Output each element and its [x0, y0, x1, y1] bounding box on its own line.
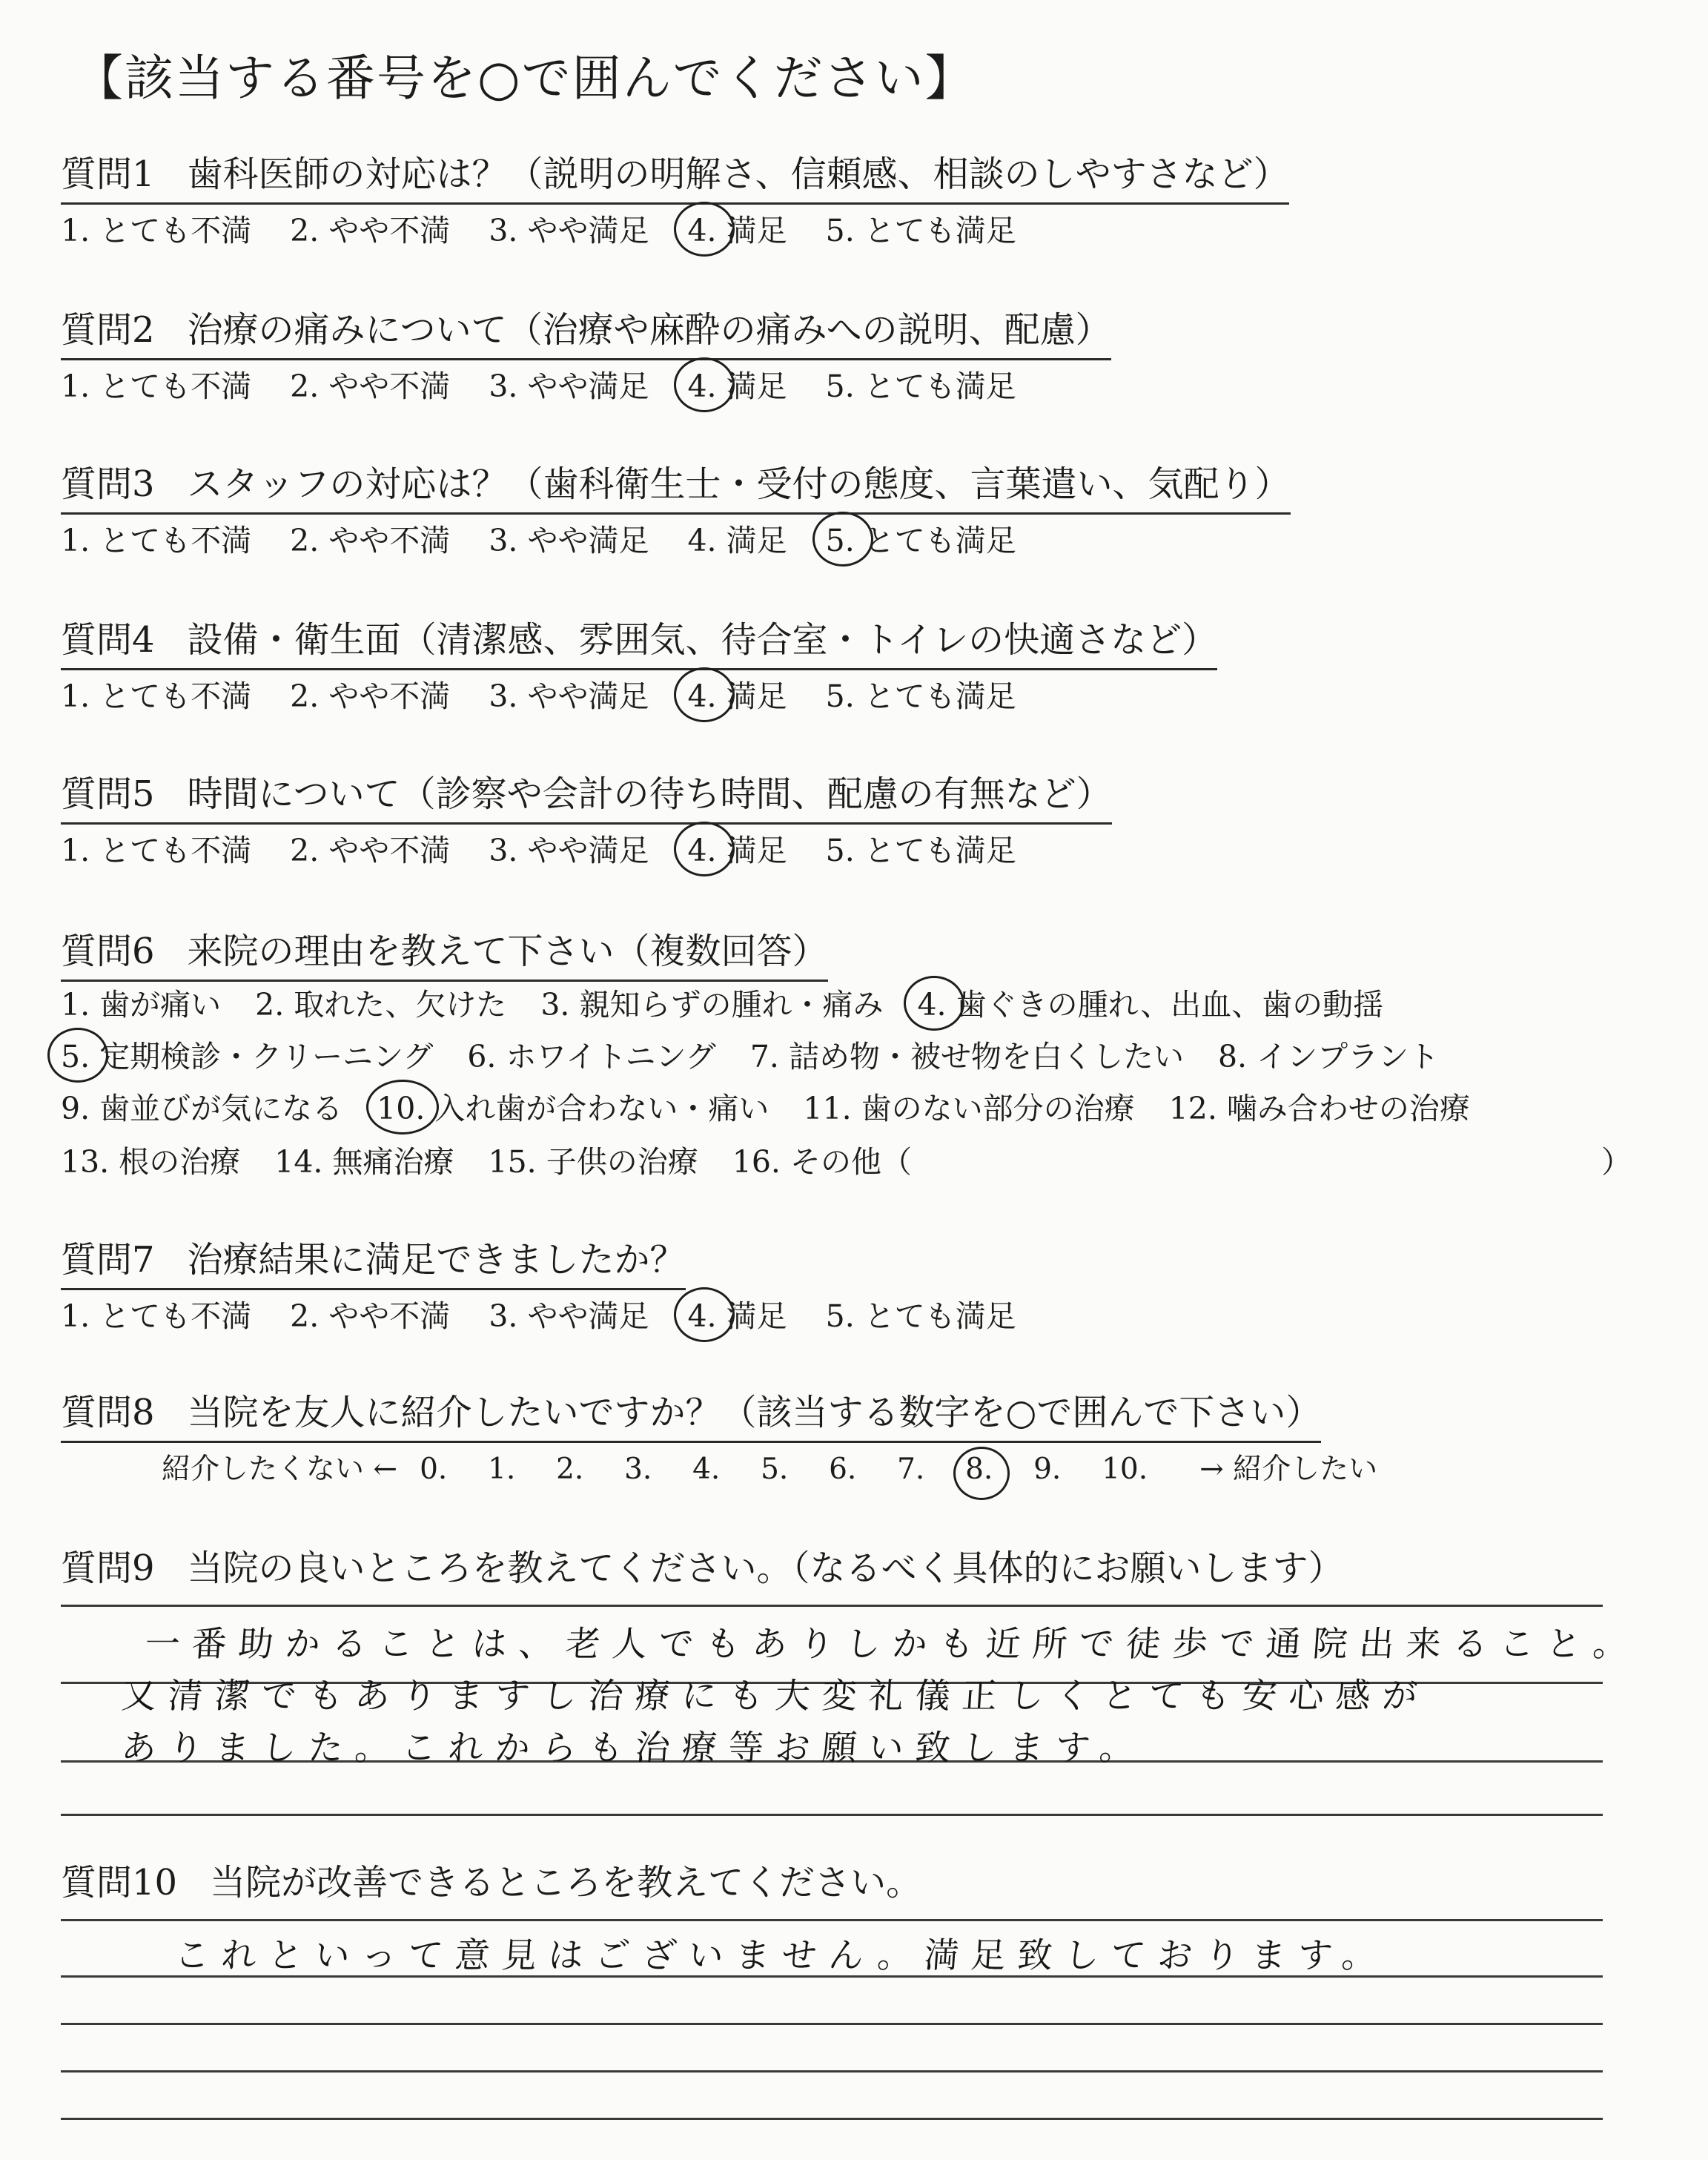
question-1 — [61, 145, 1289, 205]
question-number: 質問4 — [61, 619, 155, 661]
scale-value-4[interactable]: 4. — [692, 1453, 721, 1486]
question-7 — [61, 1231, 686, 1290]
reason-2[interactable]: 2. 取れた、欠けた — [255, 987, 507, 1023]
question-6 — [61, 922, 828, 982]
scale-left-label: 紹介したくない ← — [162, 1453, 398, 1486]
page-title: 【該当する番号を○で囲んでください】 — [74, 50, 976, 107]
option-4[interactable]: 4. 満足 — [687, 523, 787, 558]
answer-rule — [61, 1605, 1603, 1607]
scale-value-5[interactable]: 5. — [761, 1453, 789, 1486]
option-1[interactable]: 1. とても不満 — [61, 1298, 252, 1334]
answer-rule — [61, 1814, 1603, 1816]
option-4-selected[interactable]: 4. 満足 — [687, 672, 787, 716]
answer-rule — [61, 1919, 1603, 1921]
question-4 — [61, 611, 1217, 670]
option-1[interactable]: 1. とても不満 — [61, 678, 252, 714]
other-close-paren: ） — [1601, 1144, 1632, 1180]
reason-9[interactable]: 9. 歯並びが気になる — [61, 1091, 343, 1126]
answer-rule — [61, 2118, 1603, 2120]
reason-7[interactable]: 7. 詰め物・被せ物を白くしたい — [749, 1039, 1184, 1074]
option-5-selected[interactable]: 5. とても満足 — [826, 516, 1016, 560]
question-text: 時間について（診察や会計の待ち時間、配慮の有無など） — [187, 773, 1112, 815]
q7-options — [61, 1292, 1055, 1335]
scale-value-3[interactable]: 3. — [624, 1453, 652, 1486]
scale-value-9[interactable]: 9. — [1033, 1453, 1062, 1486]
option-5[interactable]: 5. とても満足 — [825, 833, 1016, 868]
question-5 — [61, 765, 1112, 825]
reason-row-4 — [61, 1137, 946, 1181]
option-3[interactable]: 3. やや満足 — [489, 678, 649, 714]
option-4-selected[interactable]: 4. 満足 — [687, 1292, 787, 1335]
reason-11[interactable]: 11. 歯のない部分の治療 — [803, 1091, 1135, 1126]
option-3[interactable]: 3. やや満足 — [489, 369, 649, 404]
reason-13[interactable]: 13. 根の治療 — [61, 1144, 241, 1180]
question-number: 質問2 — [61, 309, 155, 351]
scale-value-2[interactable]: 2. — [556, 1453, 584, 1486]
question-number: 質問5 — [61, 773, 155, 815]
question-text: スタッフの対応は？（歯科衛生士・受付の態度、言葉遣い、気配り） — [187, 463, 1291, 505]
question-text: 設備・衛生面（清潔感、雰囲気、待合室・トイレの快適さなど） — [187, 619, 1218, 661]
scale-value-10[interactable]: 10. — [1102, 1453, 1148, 1486]
option-2[interactable]: 2. やや不満 — [290, 833, 451, 868]
scale-value-6[interactable]: 6. — [829, 1453, 857, 1486]
reason-1[interactable]: 1. 歯が痛い — [61, 987, 222, 1023]
reason-row-2 — [61, 1032, 1473, 1076]
answer-rule — [61, 2070, 1603, 2073]
question-text: 歯科医師の対応は？（説明の明解さ、信頼感、相談のしやすさなど） — [187, 153, 1289, 195]
question-text: 当院を友人に紹介したいですか？（該当する数字を○で囲んで下さい） — [187, 1392, 1322, 1433]
q10-handwritten-line-1: これといって意見はございません。満足致しております。 — [173, 1935, 1390, 1976]
option-3[interactable]: 3. やや満足 — [489, 213, 649, 248]
reason-12[interactable]: 12. 噛み合わせの治療 — [1168, 1091, 1470, 1126]
question-number: 質問9 — [61, 1548, 155, 1589]
q3-options — [61, 516, 1055, 560]
reason-3[interactable]: 3. 親知らずの腫れ・痛み — [540, 987, 884, 1023]
reason-6[interactable]: 6. ホワイトニング — [467, 1039, 716, 1074]
reason-10-selected[interactable]: 10. 入れ歯が合わない・痛い — [377, 1084, 769, 1128]
scale-value-1[interactable]: 1. — [488, 1453, 516, 1486]
question-9 — [61, 1539, 1344, 1596]
question-text: 当院が改善できるところを教えてください。 — [210, 1862, 922, 1903]
option-1[interactable]: 1. とても不満 — [61, 369, 252, 404]
question-number: 質問3 — [61, 463, 155, 505]
q1-options — [61, 206, 1055, 250]
reason-14[interactable]: 14. 無痛治療 — [274, 1144, 454, 1180]
scale-value-0[interactable]: 0. — [420, 1453, 448, 1486]
option-2[interactable]: 2. やや不満 — [290, 213, 451, 248]
q9-handwritten-line-3: ありました。これからも治療等お願い致します。 — [119, 1728, 1148, 1768]
option-2[interactable]: 2. やや不満 — [290, 523, 451, 558]
reason-row-3 — [61, 1084, 1504, 1128]
option-2[interactable]: 2. やや不満 — [290, 678, 451, 714]
question-10 — [61, 1854, 921, 1911]
reason-4-selected[interactable]: 4. 歯ぐきの腫れ、出血、歯の動揺 — [917, 980, 1383, 1024]
question-3 — [61, 455, 1291, 515]
option-4-selected[interactable]: 4. 満足 — [687, 826, 787, 870]
q9-handwritten-line-1: 一番助かることは、老人でもありしかも近所で徒歩で通院出来ること。 — [143, 1624, 1641, 1665]
scale-value-8-selected[interactable]: 8. — [965, 1453, 1033, 1486]
option-3[interactable]: 3. やや満足 — [489, 833, 649, 868]
reason-8[interactable]: 8. インプラント — [1217, 1039, 1440, 1074]
option-1[interactable]: 1. とても不満 — [61, 213, 252, 248]
question-text: 治療の痛みについて（治療や麻酔の痛みへの説明、配慮） — [187, 309, 1111, 351]
option-4-selected[interactable]: 4. 満足 — [687, 362, 787, 406]
option-4-selected[interactable]: 4. 満足 — [687, 206, 787, 250]
q9-handwritten-line-2: 又清潔でもありますし治療にも大変礼儀正しくとても安心感が — [119, 1676, 1431, 1717]
recommend-scale — [162, 1446, 1400, 1487]
reason-row-1 — [61, 980, 1417, 1024]
question-number: 質問6 — [61, 931, 155, 972]
question-text: 来院の理由を教えて下さい（複数回答） — [187, 931, 828, 972]
reason-15[interactable]: 15. 子供の治療 — [488, 1144, 698, 1180]
option-5[interactable]: 5. とても満足 — [825, 213, 1016, 248]
q2-options — [61, 362, 1055, 406]
scale-value-7[interactable]: 7. — [897, 1453, 925, 1486]
question-2 — [61, 301, 1111, 360]
option-2[interactable]: 2. やや不満 — [290, 369, 451, 404]
question-number: 質問1 — [61, 153, 155, 195]
question-text: 治療結果に満足できましたか？ — [187, 1239, 686, 1281]
option-5[interactable]: 5. とても満足 — [825, 1298, 1016, 1334]
question-text: 当院の良いところを教えてください。（なるべく具体的にお願いします） — [187, 1548, 1344, 1589]
option-2[interactable]: 2. やや不満 — [290, 1298, 451, 1334]
question-number: 質問7 — [61, 1239, 155, 1281]
answer-rule — [61, 2023, 1603, 2025]
reason-5-selected[interactable]: 5. 定期検診・クリーニング — [61, 1032, 433, 1076]
q5-options — [61, 826, 1055, 870]
q4-options — [61, 672, 1055, 716]
reason-16-other[interactable]: 16. その他（ — [732, 1144, 912, 1180]
question-number: 質問10 — [61, 1862, 178, 1903]
scale-right-label: → 紹介したい — [1199, 1453, 1378, 1486]
question-number: 質問8 — [61, 1392, 155, 1433]
option-3[interactable]: 3. やや満足 — [489, 1298, 649, 1334]
question-8 — [61, 1384, 1321, 1443]
option-5[interactable]: 5. とても満足 — [825, 369, 1016, 404]
option-1[interactable]: 1. とても不満 — [61, 833, 252, 868]
option-3[interactable]: 3. やや満足 — [489, 523, 649, 558]
option-1[interactable]: 1. とても不満 — [61, 523, 252, 558]
option-5[interactable]: 5. とても満足 — [825, 678, 1016, 714]
